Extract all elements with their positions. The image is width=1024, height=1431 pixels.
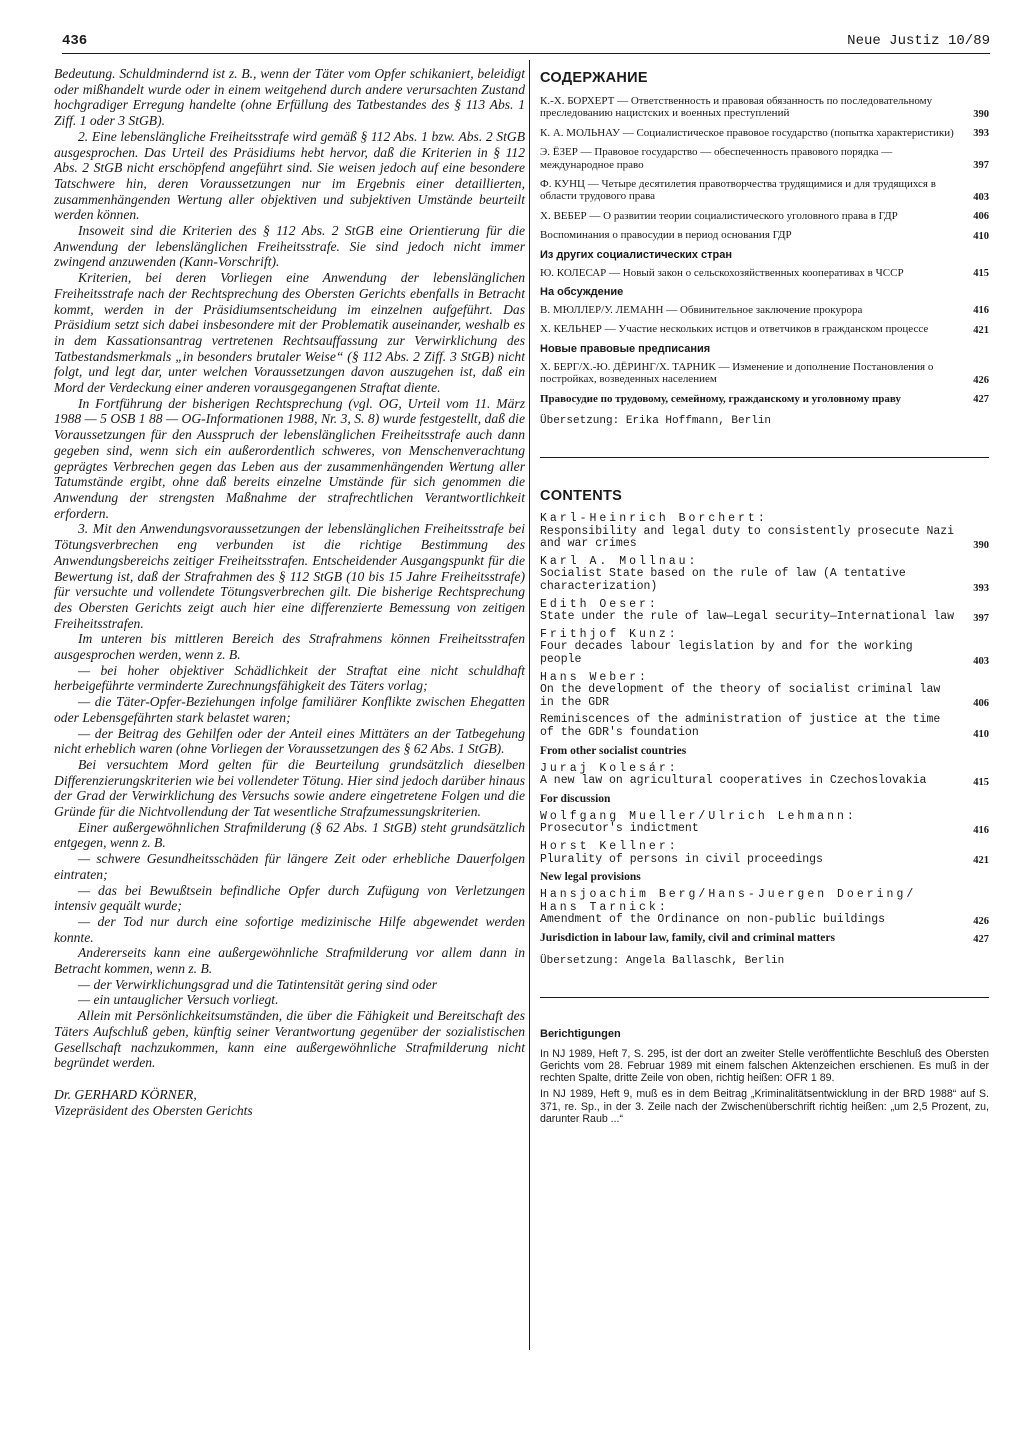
article-list-item: — der Beitrag des Gehilfen oder der Anteil eines Mittäters an der Tatbegehung nicht erheblich waren (ohne Vorliegen der Voraussetzungen des § 62 Abs. 1 StGB). (54, 725, 525, 757)
article-list-item: — der Tod nur durch eine sofortige medizinische Hilfe abgewendet werden konnte. (54, 913, 525, 945)
toc-author: Karl-Heinrich Borchert: (540, 512, 768, 526)
toc-title: Plurality of persons in civil proceedings (540, 852, 823, 866)
article-list-item: — ein untauglicher Versuch vorliegt. (78, 992, 279, 1008)
article-column (54, 66, 525, 1118)
toc-title: On the development of the theory of socialist criminal law in the GDR (540, 683, 941, 709)
toc-entry-page: 410 (973, 230, 989, 242)
toc-entry-page: 427 (973, 394, 989, 406)
article-paragraph: Im unteren bis mittleren Bereich des Strafrahmens können Freiheitsstrafen ausgesprochen werden, wenn z. B. (54, 631, 525, 663)
toc-entry-text (540, 763, 957, 788)
correction-paragraph: In NJ 1989, Heft 9, muß es in dem Beitrag „Kriminalitätsentwicklung in der BRD 1988“ auf S. 371, re. Sp., in der 3. Zeile nach der Zwischenüberschrift richtig heißen: „um 2,5 Prozent, zu, darunter Raub ...“ (540, 1088, 989, 1126)
toc-entry-text: К. А. МОЛЬНАУ — Социалистическое правовое государство (попытка характеристики) (540, 126, 954, 139)
correction-paragraph: In NJ 1989, Heft 7, S. 295, ist der dort an zweiter Stelle veröffentlichte Beschluß des Obersten Gerichts vom 28. Februar 1989 mit einem falschen Aktenzeichen erschienen. Es muß in der rechten Spalte, dritte Zeile von oben, richtig heißen: OFR 1 89. (540, 1047, 989, 1085)
toc-entry-page: 415 (973, 268, 989, 280)
section-divider (540, 457, 989, 458)
toc-group-heading: From other socialist countries (540, 744, 687, 757)
toc-title: A new law on agricultural cooperatives in Czechoslovakia (540, 774, 927, 788)
article-list-item: — der Verwirklichungsgrad und die Tatintensität gering sind oder (78, 976, 437, 992)
journal-title: Neue Justiz 10/89 (847, 33, 990, 49)
toc-entry (540, 513, 989, 551)
toc-author: Karl A. Mollnau: (540, 554, 699, 568)
toc-entry-page: 427 (973, 933, 989, 945)
article-list-item: — bei hoher objektiver Schädlichkeit der Straftat eine nicht schuldhaft herbeigeführte verminderte Zurechnungsfähigkeit des Täters vorlag; (54, 662, 525, 694)
toc-group-heading: На обсуждение (540, 286, 624, 299)
toc-entry-text (540, 599, 957, 624)
toc-entry-page: 393 (973, 128, 989, 140)
toc-entry-page: 403 (973, 655, 989, 667)
toc-entry-text: Правосудие по трудовому, семейному, гражданскому и уголовному праву (540, 392, 901, 405)
toc-entry (540, 323, 989, 335)
toc-entry-page: 415 (973, 776, 989, 788)
header-rule (62, 53, 990, 54)
article-paragraph: Andererseits kann eine außergewöhnliche Strafmilderung vor allem dann in Betracht kommen, wenn z. B. (54, 945, 525, 977)
toc-entry-text: В. МЮЛЛЕР/У. ЛЕМАНН — Обвинительное заключение прокурора (540, 304, 863, 317)
toc-author: Hansjoachim Berg/Hans-Juergen Doering/ Hans Tarnick: (540, 888, 917, 914)
toc-entry-text (540, 513, 957, 551)
toc-entry-text (540, 556, 957, 594)
toc-entry-page: 416 (973, 305, 989, 317)
signature-title: Vizepräsident des Obersten Gerichts (54, 1102, 253, 1118)
toc-entry-page: 406 (973, 211, 989, 223)
article-paragraph: In Fortführung der bisherigen Rechtsprechung (vgl. OG, Urteil vom 11. März 1988 — 5 OSB 1 88 — OG-Informationen 1988, Nr. 3, S. 8) wurde festgestellt, daß die Voraussetzungen für den Ausspruch der lebenslänglichen Freiheitsstrafe auch dann gegeben sind, wenn sich ein außerordentlich schweres, von Menschenverachtung geprägtes Verbrechen gegen das Leben aus der zusammenhängenden Wertung aller Tatumstände ergibt, ohne daß bereits einzelne Umstände für sich genommen die Anwendung der strengsten Maßnahme der strafrechtlichen Verantwortlichkeit erfordern. (54, 395, 525, 521)
toc-entry (540, 178, 989, 203)
article-paragraph: 3. Mit den Anwendungsvoraussetzungen der lebenslänglichen Freiheitsstrafe bei Tötungsverbrechen eng verbunden ist die richtige Bestimmung des Anwendungsbereichs zeitiger Freiheitsstrafen. Entscheidender Ausgangspunkt für die Bewertung ist, daß der Strafrahmen des § 112 StGB (10 bis 15 Jahre Freiheitsstrafe) für versuchte und vollendete Tötungsverbrechen gilt. Die bisherige Rechtsprechung des Obersten Gerichts zeigt auch hier eine differenzierte Bemessung von zeitigen Freiheitsstrafen. (54, 521, 525, 631)
toc-entry (540, 304, 989, 316)
toc-entry (540, 672, 989, 710)
en-contents (540, 488, 989, 966)
author-signature (54, 1087, 525, 1118)
toc-entry-text: Ф. КУНЦ — Четыре десятилетия правотворчества трудящимися и для трудящихся в области трудового права (540, 178, 936, 203)
signature-name: Dr. GERHARD KÖRNER, (54, 1087, 197, 1102)
toc-entry (540, 267, 989, 279)
toc-entry-text: Х. ВЕБЕР — О развитии теории социалистического уголовного права в ГДР (540, 209, 898, 222)
ru-translator-credit: Übersetzung: Erika Hoffmann, Berlin (540, 415, 772, 428)
toc-entry-text (540, 841, 957, 866)
toc-entry-text (540, 811, 957, 836)
toc-group-heading: For discussion (540, 792, 611, 805)
toc-entry (540, 763, 989, 788)
toc-entry (540, 714, 989, 739)
toc-entry (540, 811, 989, 836)
toc-entry-text: Воспоминания о правосудии в период основания ГДР (540, 229, 792, 242)
toc-group-heading: Из других социалистических стран (540, 248, 733, 261)
toc-entry (540, 95, 989, 120)
toc-entry-page: 397 (973, 612, 989, 624)
toc-entry-page: 421 (973, 855, 989, 867)
toc-entry-text: К.-Х. БОРХЕРТ — Ответственность и правовая обязанность по последовательному преследованию нацистских и военных преступлений (540, 95, 933, 120)
toc-entry (540, 841, 989, 866)
article-paragraph: Kriterien, bei deren Vorliegen eine Anwendung der lebenslänglichen Freiheitsstrafe nach der Rechtsprechung des Obersten Gerichts ebenfalls in Betracht kommt, werden in der Präsidiumsentscheidung im einzelnen aufgeführt. Das Präsidium setzt sich dabei insbesondere mit der Problematik auseinander, weshalb es in dem Kassationsantrag vertretenen Rechtsauffassung zur Verwirklichung des Tatbestandsmerkmals „in besonders brutaler Weise“ (§ 112 Abs. 2 Ziff. 3 StGB) nicht folgt, und legt dar, unter welchen Voraussetzungen davon auszugehen ist, daß ein Mord der Verdeckung einer anderen vorausgegangenen Straftat diente. (54, 270, 525, 396)
article-list-item: — die Täter-Opfer-Beziehungen infolge familiärer Konflikte zwischen Ehegatten oder Lebensgefährten stark belastet waren; (54, 694, 525, 725)
toc-entry-text: Ю. КОЛЕСАР — Новый закон о сельскохозяйственных кооперативах в ЧССР (540, 266, 904, 279)
article-paragraph: 2. Eine lebenslängliche Freiheitsstrafe wird gemäß § 112 Abs. 1 bzw. Abs. 2 StGB ausgesprochen. Das Urteil des Präsidiums hebt hervor, daß die Kriterien in § 112 Abs. 2 StGB nicht erschöpfend angeführt sind. Sie weisen jedoch auf eine besondere Tatschwere hin, deren Voraussetzungen nur im Ergebnis einer detaillierten, zusammenhängenden Wertung aller objektiven und subjektiven Umstände beurteilt werden können. (54, 128, 525, 223)
article-paragraph: Bei versuchtem Mord gelten für die Beurteilung grundsätzlich dieselben Differenzierungskriterien wie bei vollendeter Tötung. Hier sind jedoch darüber hinaus der Grad der Verwirklichung des Versuchs sowie andere eingetretene Folgen und die Gründe für die Nichtvollendung der Tat wesentliche Strafzumessungskriterien. (54, 756, 525, 820)
toc-entry-text (540, 629, 957, 667)
toc-entry-page: 403 (973, 191, 989, 203)
toc-author: Frithjof Kunz: (540, 627, 679, 641)
en-translator-credit: Übersetzung: Angela Ballaschk, Berlin (540, 954, 785, 967)
toc-entry-page: 393 (973, 582, 989, 594)
toc-entry (540, 210, 989, 222)
toc-entry-text: Х. БЕРГ/Х.-Ю. ДЁРИНГ/Х. ТАРНИК — Изменение и дополнение Постановления о постройках, возведенных населением (540, 360, 934, 386)
toc-entry (540, 229, 989, 241)
toc-entry (540, 599, 989, 624)
en-contents-title: CONTENTS (540, 488, 623, 505)
toc-entry-page: 416 (973, 824, 989, 836)
page-number: 436 (62, 33, 88, 49)
toc-entry (540, 556, 989, 594)
toc-title: Amendment of the Ordinance on non-public buildings (540, 913, 886, 927)
toc-entry-page: 426 (973, 374, 989, 386)
toc-title: Reminiscences of the administration of justice at the time of the GDR's foundation (540, 713, 941, 739)
article-paragraph: Allein mit Persönlichkeitsumständen, die über die Fähigkeit und Bereitschaft des Täters Aufschluß geben, künftig seiner Verantwortung gegenüber der sozialistischen Gesellschaft nachzukommen, kann eine außergewöhnliche Strafmilderung nicht begründet werden. (54, 1008, 525, 1071)
contents-column (540, 66, 989, 1129)
toc-entry (540, 393, 989, 405)
toc-entry (540, 361, 989, 386)
toc-author: Horst Kellner: (540, 839, 679, 853)
article-list-item: — das bei Bewußtsein befindliche Opfer durch Zufügung von Verletzungen intensiv gequält wurde; (54, 882, 525, 914)
toc-entry-page: 406 (973, 698, 989, 710)
toc-author: Juraj Kolesár: (540, 761, 679, 775)
article-paragraph: Bedeutung. Schuldmindernd ist z. B., wenn der Täter vom Opfer schikaniert, beleidigt oder mißhandelt wurde oder in einem weitgehend durch andere verursachten Zustand hochgradiger Erregung handelte (ohne Erfüllung des Tatbestandes des § 113 Abs. 1 Ziff. 1 oder 3 StGB). (54, 66, 525, 129)
toc-entry-page: 426 (973, 915, 989, 927)
toc-entry-text: Х. КЕЛЬНЕР — Участие нескольких истцов и ответчиков в гражданском процессе (540, 323, 929, 336)
article-list-item: — schwere Gesundheitsschäden für längere Zeit oder erhebliche Dauerfolgen eintraten; (54, 851, 525, 882)
toc-group-heading: Новые правовые предписания (540, 342, 711, 355)
toc-author: Wolfgang Mueller/Ulrich Lehmann: (540, 809, 857, 823)
toc-entry (540, 146, 989, 171)
toc-entry-text (540, 672, 957, 710)
toc-title: Socialist State based on the rule of law (A tentative characterization) (540, 567, 906, 594)
ru-contents-title: СОДЕРЖАНИЕ (540, 70, 648, 86)
article-paragraph: Insoweit sind die Kriterien des § 112 Abs. 2 StGB eine Orientierung für die Anwendung der lebenslänglichen Freiheitsstrafe. Sie sind jedoch nicht immer zwingend anzuwenden (Kann-Vorschrift). (54, 223, 525, 270)
toc-entry (540, 889, 989, 927)
toc-entry-page: 390 (973, 108, 989, 120)
toc-title: Prosecutor's indictment (540, 822, 699, 836)
toc-title: Four decades labour legislation by and for the working people (540, 640, 913, 667)
toc-entry-page: 390 (973, 539, 989, 551)
toc-entry-text: Jurisdiction in labour law, family, civil and criminal matters (540, 931, 835, 944)
toc-entry (540, 127, 989, 139)
toc-entry-text: Э. ЁЗЕР — Правовое государство — обеспеченность правового порядка — международное право (540, 146, 893, 171)
column-divider (529, 60, 530, 1350)
corrections-heading: Berichtigungen (540, 1027, 621, 1040)
article-paragraph: Einer außergewöhnlichen Strafmilderung (§ 62 Abs. 1 StGB) steht grundsätzlich entgegen, wenn z. B. (54, 819, 525, 851)
toc-entry-page: 410 (973, 728, 989, 740)
toc-entry-page: 397 (973, 160, 989, 172)
toc-group-heading: New legal provisions (540, 871, 641, 884)
toc-title: Responsibility and legal duty to consistently prosecute Nazi and war crimes (540, 524, 955, 551)
toc-entry (540, 629, 989, 667)
section-divider (540, 997, 989, 998)
toc-entry-text (540, 714, 957, 739)
toc-title: State under the rule of law—Legal security—International law (540, 610, 955, 624)
toc-entry (540, 932, 989, 945)
toc-author: Hans Weber: (540, 670, 649, 684)
toc-author: Edith Oeser: (540, 597, 659, 611)
toc-entry-page: 421 (973, 324, 989, 336)
toc-entry-text (540, 889, 957, 927)
